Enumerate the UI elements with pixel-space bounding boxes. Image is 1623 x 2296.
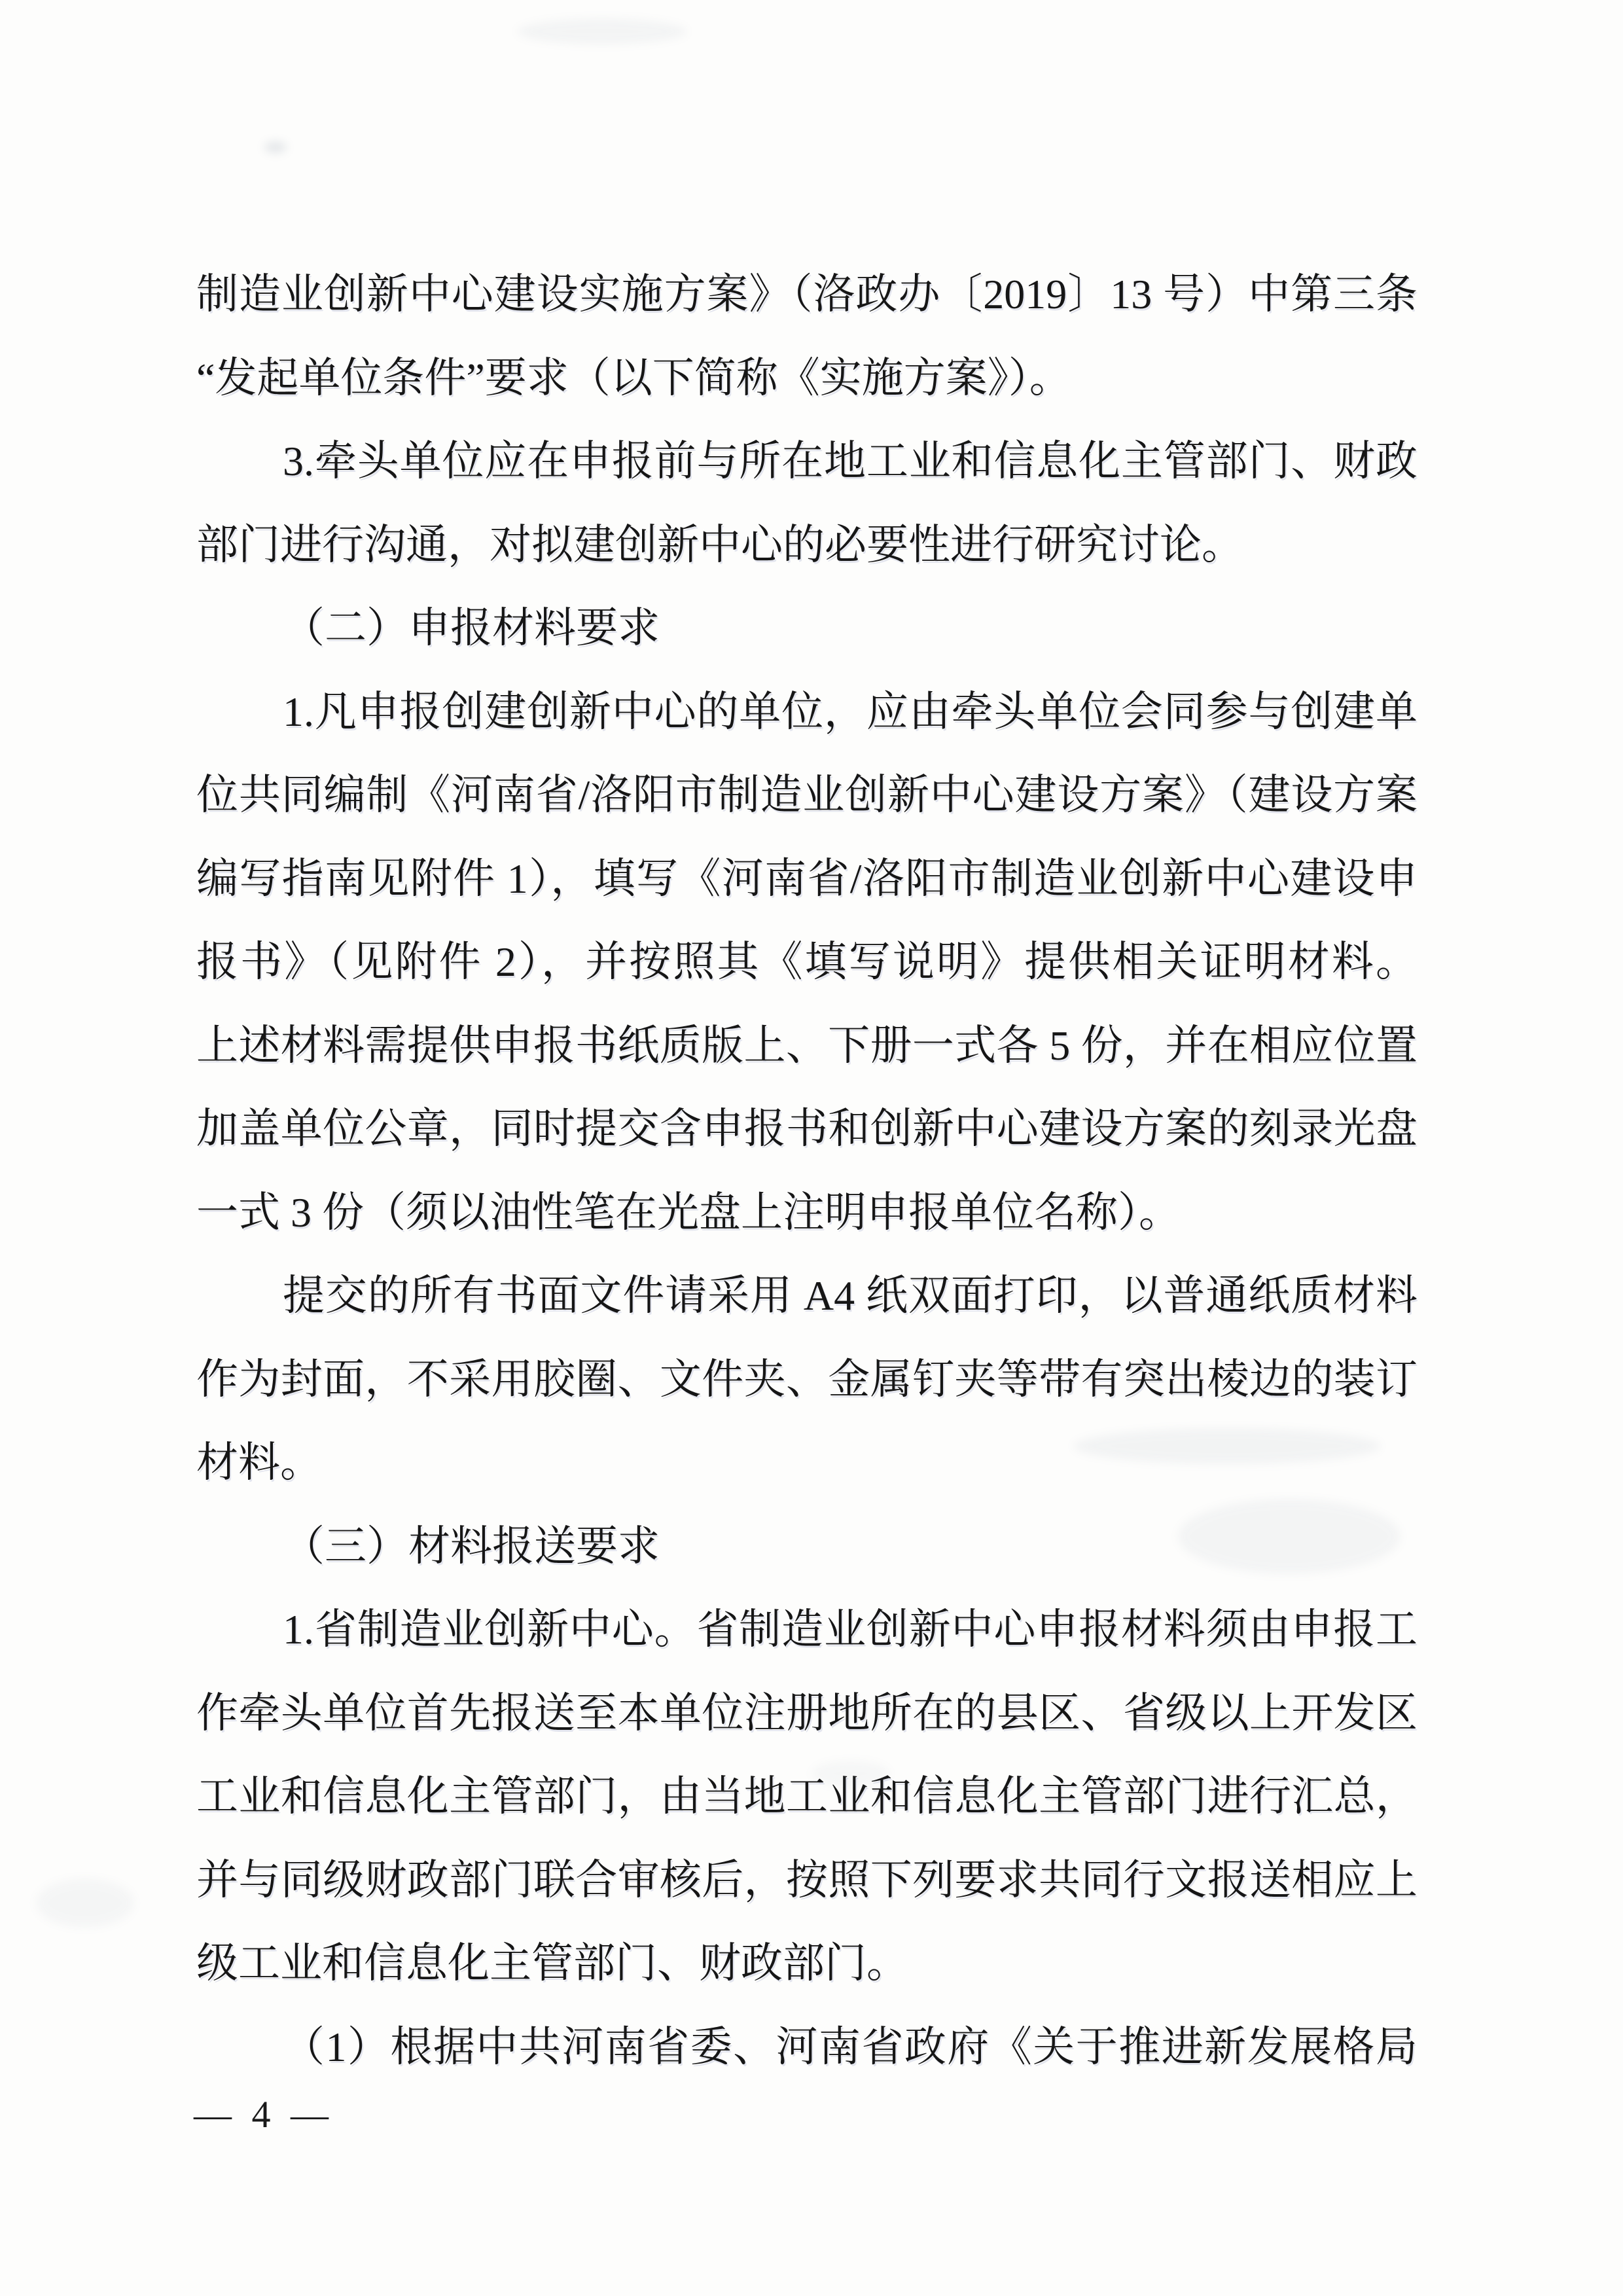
text-line: 材料。 bbox=[196, 1439, 322, 1486]
text-line: 位共同编制《河南省/洛阳市制造业创新中心建设方案》（建设方案 bbox=[196, 772, 1418, 818]
scan-artifact bbox=[264, 141, 287, 153]
scan-artifact bbox=[36, 1878, 134, 1928]
text-line: 加盖单位公章，同时提交含申报书和创新中心建设方案的刻录光盘 bbox=[196, 1105, 1418, 1152]
text-line: 提交的所有书面文件请采用 A4 纸双面打印，以普通纸质材料 bbox=[283, 1272, 1418, 1319]
text-line: （二）申报材料要求 bbox=[283, 605, 660, 651]
text-line: 作为封面，不采用胶圈、文件夹、金属钉夹等带有突出棱边的装订 bbox=[196, 1355, 1418, 1403]
text-line: 一式 3 份（须以油性笔在光盘上注明申报单位名称）。 bbox=[196, 1189, 1181, 1236]
text-line: （1）根据中共河南省委、河南省政府《关于推进新发展格局 bbox=[283, 2023, 1418, 2070]
page-number: — 4 — bbox=[194, 2093, 334, 2136]
text-line: 1.省制造业创新中心。省制造业创新中心申报材料须由申报工 bbox=[283, 1606, 1418, 1653]
text-line: 编写指南见附件 1），填写《河南省/洛阳市制造业创新中心建设申 bbox=[196, 855, 1418, 902]
text-line: 级工业和信息化主管部门、财政部门。 bbox=[196, 1940, 908, 1986]
text-line: 3.牵头单位应在申报前与所在地工业和信息化主管部门、财政 bbox=[283, 438, 1418, 484]
text-line: 并与同级财政部门联合审核后，按照下列要求共同行文报送相应上 bbox=[196, 1856, 1418, 1903]
text-line: （三）材料报送要求 bbox=[283, 1522, 660, 1570]
text-line: 1.凡申报创建创新中心的单位，应由牵头单位会同参与创建单 bbox=[283, 688, 1418, 735]
scan-artifact bbox=[517, 18, 687, 45]
text-line: 部门进行沟通，对拟建创新中心的必要性进行研究讨论。 bbox=[196, 521, 1243, 568]
text-line: 报书》（见附件 2），并按照其《填写说明》提供相关证明材料。 bbox=[196, 939, 1418, 985]
text-line: “发起单位条件”要求（以下简称《实施方案》）。 bbox=[196, 354, 1071, 401]
document-text-block bbox=[196, 253, 1418, 2089]
text-line: 上述材料需提供申报书纸质版上、下册一式各 5 份，并在相应位置 bbox=[196, 1022, 1418, 1069]
text-line: 制造业创新中心建设实施方案》（洛政办〔2019〕13 号）中第三条 bbox=[196, 271, 1418, 317]
text-line: 作牵头单位首先报送至本单位注册地所在的县区、省级以上开发区 bbox=[196, 1689, 1418, 1736]
text-line: 工业和信息化主管部门，由当地工业和信息化主管部门进行汇总， bbox=[196, 1773, 1418, 1820]
